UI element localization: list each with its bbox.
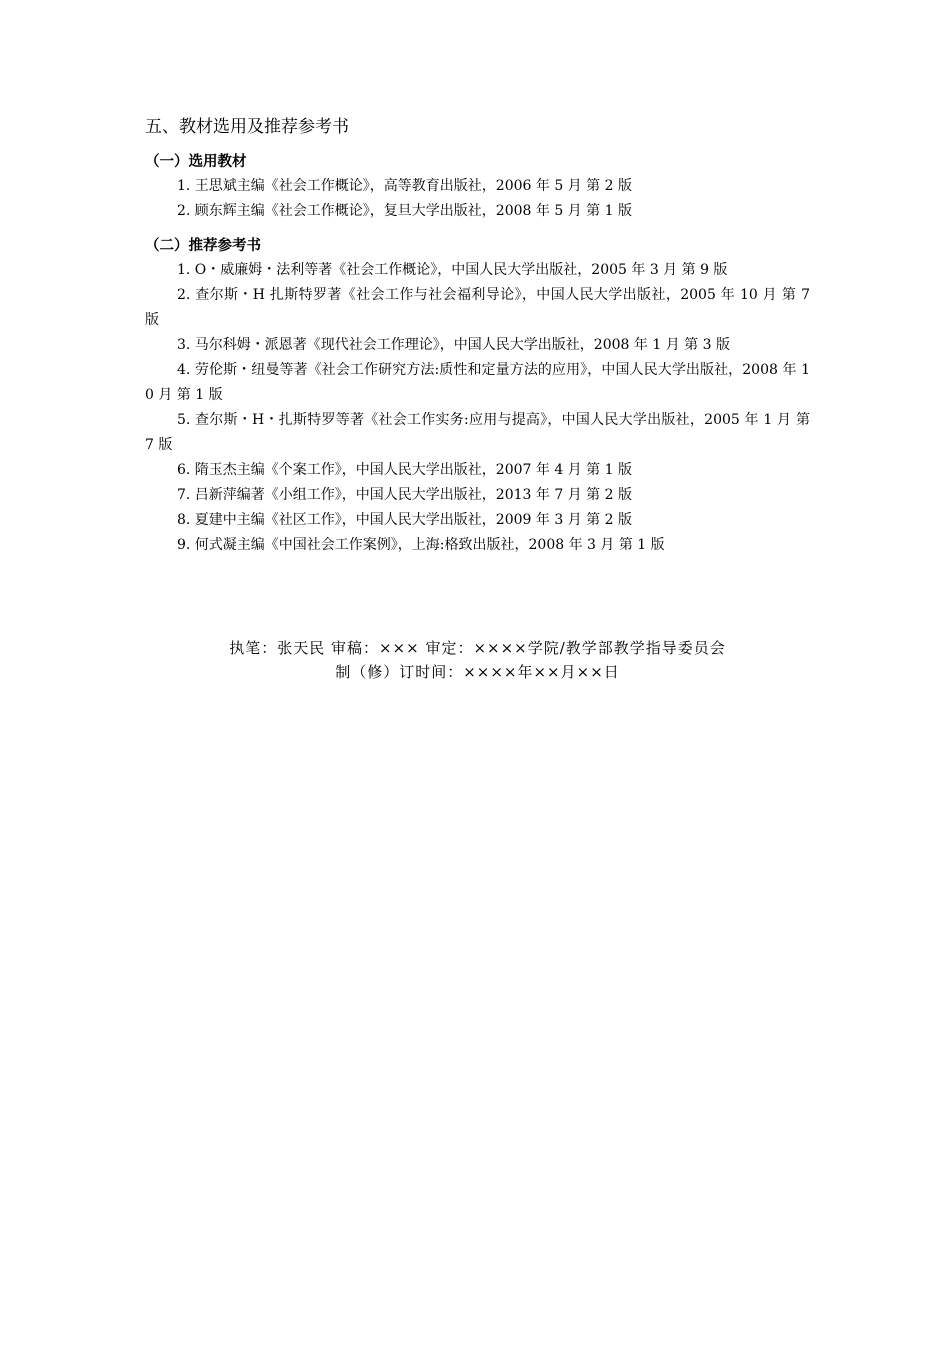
list-item: 6. 隋玉杰主编《个案工作》，中国人民大学出版社，2007 年 4 月 第 1 版 [177, 462, 632, 478]
list-item: 3. 马尔科姆・派恩著《现代社会工作理论》，中国人民大学出版社，2008 年 1 月 第 3 版 [177, 337, 730, 353]
list-item: 5. 查尔斯・H・扎斯特罗等著《社会工作实务:应用与提高》，中国人民大学出版社，2005 年 1 月 第 7 版 [145, 412, 810, 453]
list-item: 7. 吕新萍编著《小组工作》，中国人民大学出版社，2013 年 7 月 第 2 版 [177, 487, 632, 503]
document-footer [145, 636, 810, 684]
list-item: 2. 顾东辉主编《社会工作概论》，复旦大学出版社，2008 年 5 月 第 1 版 [177, 203, 632, 219]
list-item: 4. 劳伦斯・纽曼等著《社会工作研究方法:质性和定量方法的应用》，中国人民大学出版社，2008 年 10 月 第 1 版 [145, 362, 810, 403]
list-item: 1. 王思斌主编《社会工作概论》，高等教育出版社，2006 年 5 月 第 2 版 [177, 178, 632, 194]
recommended-books-list [145, 258, 810, 558]
selected-textbooks-heading: （一）选用教材 [145, 154, 247, 170]
selected-textbooks-list [145, 174, 810, 224]
list-item: 2. 查尔斯・H 扎斯特罗著《社会工作与社会福利导论》，中国人民大学出版社，2005 年 10 月 第 7 版 [145, 287, 810, 328]
recommended-books-heading: （二）推荐参考书 [145, 238, 261, 254]
footer-authors-line: 执笔：张天民 审稿：××× 审定：××××学院/教学部教学指导委员会 [229, 639, 726, 657]
footer-revision-date-line: 制（修）订时间：××××年××月××日 [335, 663, 620, 681]
section-title: 五、教材选用及推荐参考书 [145, 117, 349, 137]
list-item: 9. 何式凝主编《中国社会工作案例》，上海:格致出版社，2008 年 3 月 第 1 版 [177, 537, 665, 553]
list-item: 8. 夏建中主编《社区工作》，中国人民大学出版社，2009 年 3 月 第 2 版 [177, 512, 632, 528]
list-item: 1. O・威廉姆・法利等著《社会工作概论》，中国人民大学出版社，2005 年 3 月 第 9 版 [177, 262, 728, 278]
